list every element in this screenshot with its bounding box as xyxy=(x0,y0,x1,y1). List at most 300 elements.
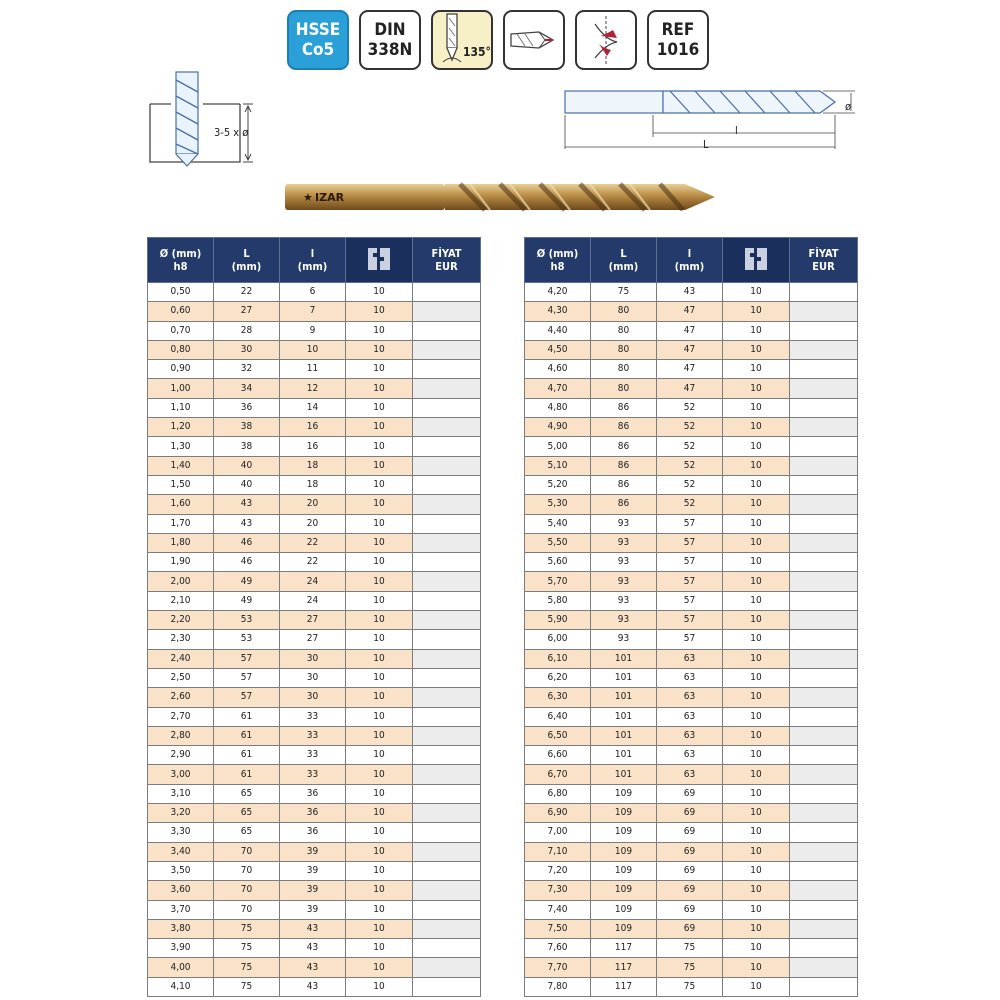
table-row xyxy=(525,977,858,996)
flute-length-cell: 69 xyxy=(657,842,723,861)
price-cell xyxy=(790,572,858,591)
flute-length-cell: 6 xyxy=(280,283,346,302)
price-cell xyxy=(413,765,481,784)
length-cell: 70 xyxy=(214,861,280,880)
pack-quantity-cell: 10 xyxy=(346,726,413,745)
diameter-cell: 5,60 xyxy=(525,553,591,572)
price-cell xyxy=(790,514,858,533)
flute-length-cell: 63 xyxy=(657,726,723,745)
length-cell: 109 xyxy=(591,919,657,938)
diameter-cell: 5,10 xyxy=(525,456,591,475)
drill-dimension-diagram xyxy=(555,85,865,155)
length-cell: 93 xyxy=(591,514,657,533)
length-cell: 80 xyxy=(591,340,657,359)
price-cell xyxy=(413,475,481,494)
pack-quantity-cell: 10 xyxy=(723,668,790,687)
price-cell xyxy=(790,900,858,919)
flute-length-cell: 52 xyxy=(657,495,723,514)
table-row xyxy=(148,842,481,861)
table-row xyxy=(525,726,858,745)
diameter-cell: 7,30 xyxy=(525,881,591,900)
flute-length-cell: 33 xyxy=(280,765,346,784)
flute-length-cell: 36 xyxy=(280,804,346,823)
pack-quantity-cell: 10 xyxy=(723,939,790,958)
table-row xyxy=(148,881,481,900)
length-cell: 32 xyxy=(214,360,280,379)
flute-length-cell: 47 xyxy=(657,379,723,398)
pack-quantity-cell: 10 xyxy=(723,553,790,572)
flute-length-cell: 43 xyxy=(280,977,346,996)
length-cell: 86 xyxy=(591,418,657,437)
diameter-cell: 2,10 xyxy=(148,591,214,610)
flute-length-cell: 57 xyxy=(657,533,723,552)
flute-length-cell: 69 xyxy=(657,823,723,842)
table-row xyxy=(148,553,481,572)
length-cell: 57 xyxy=(214,688,280,707)
diameter-header-text: Ø (mm) xyxy=(536,247,579,260)
pack-quantity-cell: 10 xyxy=(723,726,790,745)
flute-length-cell: 18 xyxy=(280,475,346,494)
diameter-cell: 5,40 xyxy=(525,514,591,533)
table-row xyxy=(525,302,858,321)
table-row xyxy=(148,283,481,302)
diameter-cell: 4,70 xyxy=(525,379,591,398)
pack-quantity-cell: 10 xyxy=(723,495,790,514)
length-cell: 101 xyxy=(591,668,657,687)
pack-quantity-cell: 10 xyxy=(723,881,790,900)
flute-geometry-icon xyxy=(577,12,635,68)
price-cell xyxy=(790,842,858,861)
price-cell xyxy=(790,881,858,900)
length-cell: 61 xyxy=(214,765,280,784)
flute-length-cell: 47 xyxy=(657,321,723,340)
flute-length-cell: 57 xyxy=(657,553,723,572)
diameter-cell: 6,60 xyxy=(525,746,591,765)
price-cell xyxy=(413,283,481,302)
flute-length-cell: 69 xyxy=(657,861,723,880)
price-cell xyxy=(413,321,481,340)
pack-quantity-cell: 10 xyxy=(723,611,790,630)
price-cell xyxy=(413,784,481,803)
table-row xyxy=(148,939,481,958)
table-row xyxy=(148,340,481,359)
price-cell xyxy=(790,649,858,668)
flute-length-cell: 75 xyxy=(657,977,723,996)
pack-quantity-cell: 10 xyxy=(723,340,790,359)
diameter-cell: 0,90 xyxy=(148,360,214,379)
table-row xyxy=(148,379,481,398)
diameter-cell: 6,00 xyxy=(525,630,591,649)
flute-length-cell: 11 xyxy=(280,360,346,379)
table-row xyxy=(525,572,858,591)
pack-quantity-cell: 10 xyxy=(346,495,413,514)
diameter-cell: 3,10 xyxy=(148,784,214,803)
flute-length-cell: 39 xyxy=(280,842,346,861)
flute-length-header xyxy=(280,238,346,283)
pack-quantity-cell: 10 xyxy=(346,437,413,456)
flute-length-cell: 69 xyxy=(657,919,723,938)
diameter-cell: 0,60 xyxy=(148,302,214,321)
length-cell: 46 xyxy=(214,533,280,552)
pack-quantity-cell: 10 xyxy=(346,379,413,398)
price-cell xyxy=(790,823,858,842)
price-cell xyxy=(790,283,858,302)
diameter-cell: 7,60 xyxy=(525,939,591,958)
length-cell: 27 xyxy=(214,302,280,321)
price-cell xyxy=(790,495,858,514)
length-cell: 93 xyxy=(591,553,657,572)
flute-length-cell: 36 xyxy=(280,823,346,842)
flute-length-cell: 52 xyxy=(657,475,723,494)
length-cell: 38 xyxy=(214,437,280,456)
flute-length-cell: 52 xyxy=(657,437,723,456)
price-cell xyxy=(413,495,481,514)
pack-quantity-cell: 10 xyxy=(723,283,790,302)
price-cell xyxy=(413,861,481,880)
length-cell: 86 xyxy=(591,398,657,417)
table-row xyxy=(148,688,481,707)
length-cell: 101 xyxy=(591,707,657,726)
price-cell xyxy=(790,533,858,552)
price-cell xyxy=(413,746,481,765)
pack-quantity-cell: 10 xyxy=(346,533,413,552)
diameter-cell: 4,30 xyxy=(525,302,591,321)
diameter-cell: 3,60 xyxy=(148,881,214,900)
length-cell: 80 xyxy=(591,321,657,340)
table-row xyxy=(525,900,858,919)
diameter-header xyxy=(148,238,214,283)
table-row xyxy=(525,475,858,494)
price-cell xyxy=(413,302,481,321)
pack-quantity-cell: 10 xyxy=(723,379,790,398)
length-cell: 53 xyxy=(214,630,280,649)
flute-length-cell: 33 xyxy=(280,746,346,765)
flute-unit-text: (mm) xyxy=(297,260,328,273)
length-cell: 117 xyxy=(591,958,657,977)
material-badge xyxy=(287,10,349,70)
diameter-cell: 7,00 xyxy=(525,823,591,842)
table-body-right xyxy=(525,283,858,997)
price-cell xyxy=(790,630,858,649)
length-cell: 43 xyxy=(214,495,280,514)
length-cell: 109 xyxy=(591,861,657,880)
diameter-cell: 3,80 xyxy=(148,919,214,938)
price-header-text: FİYAT xyxy=(808,247,839,260)
price-cell xyxy=(413,437,481,456)
diameter-tolerance-text: h8 xyxy=(173,260,188,273)
flute-length-cell: 75 xyxy=(657,939,723,958)
pack-quantity-cell: 10 xyxy=(723,765,790,784)
depth-label: 3-5 x ø xyxy=(214,126,249,139)
pack-quantity-cell: 10 xyxy=(346,958,413,977)
diameter-cell: 6,80 xyxy=(525,784,591,803)
diameter-cell: 1,20 xyxy=(148,418,214,437)
diameter-cell: 5,00 xyxy=(525,437,591,456)
price-cell xyxy=(790,765,858,784)
pack-quantity-cell: 10 xyxy=(346,611,413,630)
diameter-cell: 5,30 xyxy=(525,495,591,514)
pack-quantity-cell: 10 xyxy=(723,591,790,610)
diameter-cell: 1,10 xyxy=(148,398,214,417)
flute-length-cell: 20 xyxy=(280,514,346,533)
table-row xyxy=(148,418,481,437)
price-cell xyxy=(413,630,481,649)
table-row xyxy=(525,398,858,417)
diameter-cell: 3,00 xyxy=(148,765,214,784)
flute-length-cell: 63 xyxy=(657,765,723,784)
price-cell xyxy=(790,379,858,398)
table-row xyxy=(525,919,858,938)
diameter-cell: 0,50 xyxy=(148,283,214,302)
diameter-cell: 4,10 xyxy=(148,977,214,996)
pack-quantity-cell: 10 xyxy=(723,533,790,552)
flute-length-cell: 69 xyxy=(657,804,723,823)
diameter-cell: 4,90 xyxy=(525,418,591,437)
length-cell: 49 xyxy=(214,591,280,610)
length-cell: 109 xyxy=(591,823,657,842)
table-row xyxy=(525,804,858,823)
size-table-right xyxy=(524,237,858,997)
price-cell xyxy=(413,398,481,417)
pack-quantity-cell: 10 xyxy=(346,746,413,765)
price-cell xyxy=(790,958,858,977)
flute-length-cell: 30 xyxy=(280,688,346,707)
table-row xyxy=(525,360,858,379)
spec-badges xyxy=(287,10,709,70)
table-row xyxy=(525,283,858,302)
table-row xyxy=(525,881,858,900)
price-cell xyxy=(790,360,858,379)
flute-length-cell: 30 xyxy=(280,668,346,687)
split-point-icon xyxy=(505,12,563,68)
length-cell: 46 xyxy=(214,553,280,572)
price-cell xyxy=(790,707,858,726)
price-cell xyxy=(790,861,858,880)
price-cell xyxy=(790,437,858,456)
price-cell xyxy=(413,340,481,359)
pack-quantity-cell: 10 xyxy=(346,283,413,302)
price-cell xyxy=(790,977,858,996)
pack-quantity-cell: 10 xyxy=(346,881,413,900)
table-row xyxy=(148,398,481,417)
table-row xyxy=(148,514,481,533)
diameter-cell: 5,80 xyxy=(525,591,591,610)
pack-quantity-cell: 10 xyxy=(723,861,790,880)
table-row xyxy=(148,765,481,784)
diameter-cell: 3,90 xyxy=(148,939,214,958)
length-cell: 101 xyxy=(591,649,657,668)
length-cell: 61 xyxy=(214,707,280,726)
size-table-left xyxy=(147,237,481,997)
price-cell xyxy=(790,456,858,475)
price-cell xyxy=(790,804,858,823)
price-unit-text: EUR xyxy=(435,260,458,273)
price-cell xyxy=(413,707,481,726)
length-cell: 109 xyxy=(591,900,657,919)
length-unit-text: (mm) xyxy=(608,260,639,273)
table-row xyxy=(148,321,481,340)
length-cell: 93 xyxy=(591,591,657,610)
material-line1: HSSE xyxy=(295,20,341,40)
price-cell xyxy=(413,958,481,977)
price-cell xyxy=(413,977,481,996)
diameter-cell: 1,70 xyxy=(148,514,214,533)
price-cell xyxy=(413,649,481,668)
table-row xyxy=(525,707,858,726)
standard-line1: DIN xyxy=(374,20,406,40)
pack-quantity-cell: 10 xyxy=(723,302,790,321)
diameter-cell: 2,20 xyxy=(148,611,214,630)
flute-length-cell: 16 xyxy=(280,437,346,456)
pack-quantity-cell: 10 xyxy=(723,514,790,533)
table-row xyxy=(525,456,858,475)
flute-length-cell: 52 xyxy=(657,456,723,475)
flute-length-cell: 57 xyxy=(657,514,723,533)
pack-quantity-cell: 10 xyxy=(723,475,790,494)
price-unit-text: EUR xyxy=(812,260,835,273)
length-cell: 86 xyxy=(591,456,657,475)
diameter-cell: 0,70 xyxy=(148,321,214,340)
length-header xyxy=(591,238,657,283)
flute-length-cell: 43 xyxy=(280,939,346,958)
length-cell: 93 xyxy=(591,533,657,552)
table-row xyxy=(148,707,481,726)
table-row xyxy=(525,939,858,958)
pack-quantity-cell: 10 xyxy=(346,572,413,591)
diameter-cell: 7,10 xyxy=(525,842,591,861)
length-cell: 80 xyxy=(591,302,657,321)
flute-length-cell: 12 xyxy=(280,379,346,398)
price-cell xyxy=(790,939,858,958)
dim-diameter-label: ø xyxy=(845,100,852,113)
length-cell: 86 xyxy=(591,495,657,514)
price-cell xyxy=(790,919,858,938)
pack-quantity-cell: 10 xyxy=(346,823,413,842)
table-row xyxy=(525,784,858,803)
diameter-header xyxy=(525,238,591,283)
pack-quantity-cell: 10 xyxy=(346,842,413,861)
pack-quantity-cell: 10 xyxy=(723,707,790,726)
length-cell: 93 xyxy=(591,611,657,630)
pack-quantity-cell: 10 xyxy=(346,475,413,494)
pack-quantity-cell: 10 xyxy=(723,804,790,823)
length-cell: 65 xyxy=(214,823,280,842)
table-row xyxy=(148,977,481,996)
price-cell xyxy=(790,302,858,321)
price-cell xyxy=(413,919,481,938)
length-cell: 49 xyxy=(214,572,280,591)
pack-quantity-cell: 10 xyxy=(346,784,413,803)
pack-quantity-cell: 10 xyxy=(723,784,790,803)
pack-quantity-cell: 10 xyxy=(723,360,790,379)
pack-quantity-cell: 10 xyxy=(346,804,413,823)
diameter-cell: 3,20 xyxy=(148,804,214,823)
table-row xyxy=(148,726,481,745)
length-cell: 109 xyxy=(591,784,657,803)
length-cell: 43 xyxy=(214,514,280,533)
table-row xyxy=(148,360,481,379)
pack-quantity-cell: 10 xyxy=(346,418,413,437)
flute-length-cell: 47 xyxy=(657,340,723,359)
flute-length-cell: 33 xyxy=(280,726,346,745)
price-cell xyxy=(413,804,481,823)
diameter-cell: 5,20 xyxy=(525,475,591,494)
flute-length-cell: 24 xyxy=(280,591,346,610)
flute-header-text: l xyxy=(687,247,692,260)
table-row xyxy=(148,591,481,610)
table-row xyxy=(525,591,858,610)
flute-unit-text: (mm) xyxy=(674,260,705,273)
diameter-cell: 1,30 xyxy=(148,437,214,456)
flute-header-text: l xyxy=(310,247,315,260)
price-cell xyxy=(790,611,858,630)
diameter-cell: 4,50 xyxy=(525,340,591,359)
table-row xyxy=(148,630,481,649)
table-row xyxy=(525,668,858,687)
flute-length-cell: 22 xyxy=(280,553,346,572)
table-row xyxy=(525,611,858,630)
diameter-cell: 5,90 xyxy=(525,611,591,630)
diameter-cell: 1,50 xyxy=(148,475,214,494)
ref-line1: REF xyxy=(661,20,695,40)
diameter-cell: 4,80 xyxy=(525,398,591,417)
diameter-cell: 6,30 xyxy=(525,688,591,707)
dim-flute-label: l xyxy=(735,124,738,137)
diameter-cell: 6,20 xyxy=(525,668,591,687)
pack-quantity-cell: 10 xyxy=(346,977,413,996)
table-row xyxy=(148,533,481,552)
length-header-text: L xyxy=(243,247,250,260)
diameter-cell: 7,80 xyxy=(525,977,591,996)
drill-bit-image xyxy=(285,178,720,218)
price-cell xyxy=(413,360,481,379)
table-header-row xyxy=(148,238,481,283)
length-cell: 101 xyxy=(591,726,657,745)
diameter-cell: 7,50 xyxy=(525,919,591,938)
diameter-cell: 6,90 xyxy=(525,804,591,823)
brand-logo: ★ xyxy=(303,191,313,204)
table-row xyxy=(525,861,858,880)
table-row xyxy=(525,688,858,707)
flute-length-header xyxy=(657,238,723,283)
table-row xyxy=(148,746,481,765)
price-cell xyxy=(413,456,481,475)
diameter-cell: 2,90 xyxy=(148,746,214,765)
diameter-cell: 5,50 xyxy=(525,533,591,552)
diameter-cell: 7,20 xyxy=(525,861,591,880)
table-row xyxy=(148,611,481,630)
pack-quantity-header xyxy=(723,238,790,283)
flute-length-cell: 39 xyxy=(280,861,346,880)
length-cell: 61 xyxy=(214,726,280,745)
table-row xyxy=(525,958,858,977)
pack-quantity-cell: 10 xyxy=(346,514,413,533)
diameter-cell: 2,70 xyxy=(148,707,214,726)
pack-quantity-cell: 10 xyxy=(723,649,790,668)
length-cell: 40 xyxy=(214,456,280,475)
table-row xyxy=(148,900,481,919)
table-row xyxy=(525,379,858,398)
price-cell xyxy=(413,572,481,591)
standard-badge xyxy=(359,10,421,70)
length-cell: 80 xyxy=(591,360,657,379)
flute-length-cell: 57 xyxy=(657,611,723,630)
flute-length-cell: 63 xyxy=(657,688,723,707)
flute-length-cell: 27 xyxy=(280,611,346,630)
diameter-cell: 1,80 xyxy=(148,533,214,552)
pack-quantity-cell: 10 xyxy=(346,688,413,707)
flute-length-cell: 63 xyxy=(657,649,723,668)
